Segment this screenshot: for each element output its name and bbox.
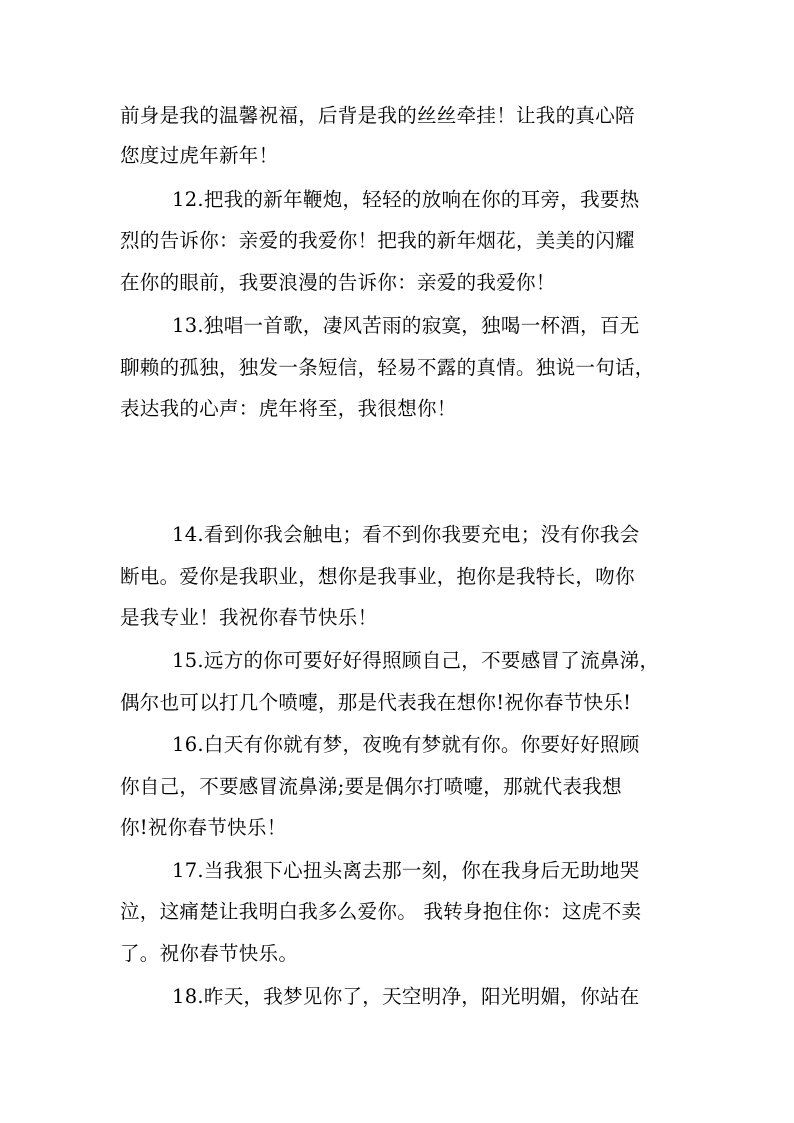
- text-line: 聊赖的孤独，独发一条短信，轻易不露的真情。独说一句话，: [120, 356, 655, 379]
- paragraph-15-start: 15.远方的你可要好好得照顾自己，不要感冒了流鼻涕，: [172, 649, 660, 672]
- text-line: 在你的眼前，我要浪漫的告诉你：亲爱的我爱你！: [120, 271, 556, 294]
- text-line: 是我专业！我祝你春节快乐！: [120, 606, 378, 629]
- paragraph-16-start: 16.白天有你就有梦，夜晚有梦就有你。你要好好照顾: [172, 733, 640, 756]
- text-line: 前身是我的温馨祝福，后背是我的丝丝牵挂！让我的真心陪: [120, 104, 635, 127]
- text-line: 了。祝你春节快乐。: [120, 942, 299, 965]
- text-line: 烈的告诉你：亲爱的我爱你！把我的新年烟花，美美的闪耀: [120, 229, 635, 252]
- text-line: 你!祝你春节快乐！: [120, 816, 287, 839]
- text-line: 偶尔也可以打几个喷嚏，那是代表我在想你!祝你春节快乐!: [120, 691, 632, 714]
- paragraph-12-start: 12.把我的新年鞭炮，轻轻的放响在你的耳旁，我要热: [172, 188, 640, 211]
- paragraph-17-start: 17.当我狠下心扭头离去那一刻，你在我身后无助地哭: [172, 859, 640, 882]
- text-line: 您度过虎年新年！: [120, 144, 279, 167]
- text-line: 泣，这痛楚让我明白我多么爱你。 我转身抱住你：这虎不卖: [120, 900, 642, 923]
- text-line: 断电。爱你是我职业，想你是我事业，抱你是我特长，吻你: [120, 565, 635, 588]
- paragraph-14-start: 14.看到你我会触电；看不到你我要充电；没有你我会: [172, 523, 640, 546]
- paragraph-18-start: 18.昨天，我梦见你了，天空明净，阳光明媚，你站在: [172, 985, 640, 1008]
- paragraph-13-start: 13.独唱一首歌，凄风苦雨的寂寞，独喝一杯酒，百无: [172, 314, 640, 337]
- text-line: 表达我的心声：虎年将至，我很想你！: [120, 397, 457, 420]
- text-line: 你自己，不要感冒流鼻涕;要是偶尔打喷嚏，那就代表我想: [120, 775, 622, 798]
